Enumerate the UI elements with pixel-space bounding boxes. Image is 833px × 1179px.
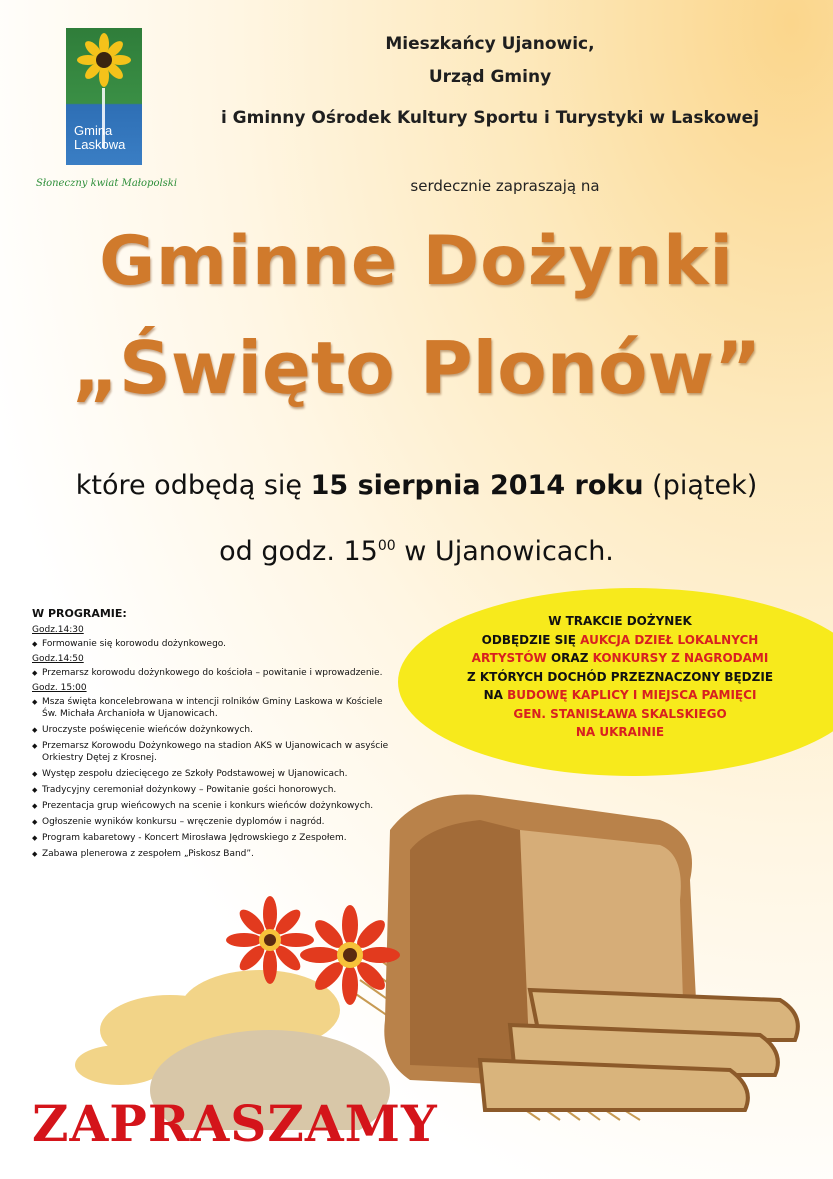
program-item: ◆ Zabawa plenerowa z zespołem „Piskosz Band”. — [32, 848, 392, 860]
harvest-illustration — [60, 790, 820, 1130]
program-item: ◆ Msza święta koncelebrowana w intencji rolników Gminy Laskowa w Kościele Św. Michała Archanioła w Ujanowicach. — [32, 696, 392, 720]
closing-invitation: ZAPRASZAMY — [32, 1094, 438, 1153]
announcement-highlight: ARTYSTÓW — [471, 651, 547, 665]
event-time — [0, 536, 833, 567]
organizer-line-2: Urząd Gminy — [428, 67, 552, 87]
announcement-fragment: NA — [483, 688, 508, 702]
announcement-fragment: ODBĘDZIE SIĘ — [481, 632, 581, 647]
date-value: 15 sierpnia 2014 roku — [310, 470, 644, 501]
program-item: ◆ Przemarsz korowodu dożynkowego do kościoła – powitanie i wprowadzenie. — [32, 667, 392, 679]
event-date — [0, 470, 833, 501]
announcement-highlight: BUDOWĘ KAPLICY I MIEJSCA PAMIĘCI — [507, 688, 757, 702]
announcement-line — [420, 649, 820, 668]
logo-slogan: Słoneczny kwiat Małopolski — [36, 178, 178, 189]
program-item: ◆ Ogłoszenie wyników konkursu – wręczenie dyplomów i nagród. — [32, 816, 392, 828]
program-time: Godz. 15:00 — [32, 683, 87, 693]
logo-text — [74, 124, 125, 152]
announcement-line: W TRAKCIE DOŻYNEK — [548, 614, 692, 628]
announcement-highlight: AUKCJA DZIEŁ LOKALNYCH — [580, 632, 759, 647]
announcement-line — [420, 686, 820, 705]
logo-line1: Gmina — [74, 123, 113, 138]
invite-text: serdecznie zapraszają na — [410, 177, 600, 195]
announcement-line: GEN. STANISŁAWA SKALSKIEGO — [513, 706, 727, 721]
event-subtitle: „Święto Plonów” — [71, 326, 762, 410]
announcement-text — [420, 612, 820, 742]
organizer-line-1: Mieszkańcy Ujanowic, — [385, 34, 595, 54]
sunflower-icon — [74, 30, 134, 90]
organizer-line-3: i Gminny Ośrodek Kultury Sportu i Turystyki w Laskowej — [220, 108, 760, 128]
flower-icon — [226, 896, 314, 984]
program-item: ◆ Występ zespołu dziecięcego ze Szkoły Podstawowej w Ujanowicach. — [32, 768, 392, 780]
announcement-highlight: KONKURSY Z NAGRODAMI — [592, 651, 769, 665]
announcement-line — [420, 631, 820, 650]
program-heading: W PROGRAMIE: — [32, 607, 127, 620]
date-prefix: które odbędą się — [75, 470, 303, 501]
program-item: ◆ Prezentacja grup wieńcowych na scenie i konkurs wieńców dożynkowych. — [32, 800, 392, 812]
date-day: (piątek) — [652, 470, 758, 501]
program-time: Godz.14:30 — [32, 625, 84, 635]
time-minutes: 00 — [377, 538, 396, 554]
announcement-line: Z KTÓRYCH DOCHÓD PRZEZNACZONY BĘDZIE — [466, 669, 774, 684]
program-time: Godz.14:50 — [32, 654, 84, 664]
program-item: ◆ Tradycyjny ceremoniał dożynkowy – Powitanie gości honorowych. — [32, 784, 392, 796]
announcement-fragment: ORAZ — [546, 651, 593, 665]
program-item: ◆ Formowanie się korowodu dożynkowego. — [32, 638, 392, 650]
event-title: Gminne Dożynki — [99, 222, 734, 301]
program-item: ◆ Przemarsz Korowodu Dożynkowego na stadion AKS w Ujanowicach w asyście Orkiestry Dętej z Krosnej. — [32, 740, 392, 764]
program-item: ◆ Program kabaretowy - Koncert Mirosława Jędrowskiego z Zespołem. — [32, 832, 392, 844]
program-item: ◆ Uroczyste poświęcenie wieńców dożynkowych. — [32, 724, 392, 736]
time-location: w Ujanowicach. — [404, 536, 614, 567]
logo-line2: Laskowa — [74, 137, 126, 152]
time-prefix: od godz. 15 — [219, 536, 378, 567]
announcement-line: NA UKRAINIE — [575, 725, 665, 739]
gmina-logo — [66, 28, 146, 168]
